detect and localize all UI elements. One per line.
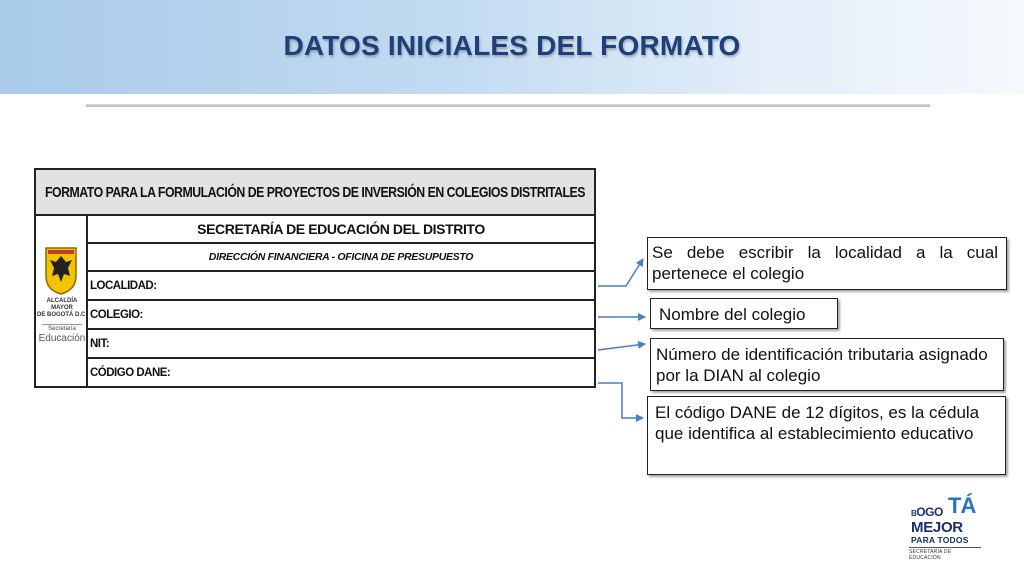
- secretaria-row: SECRETARÍA DE EDUCACIÓN DEL DISTRITO: [88, 216, 594, 244]
- logo-educacion-label: Educación: [38, 333, 86, 344]
- title-divider: [86, 104, 930, 107]
- note-dane: El código DANE de 12 dígitos, es la cédula que identifica al establecimiento educativo: [647, 396, 1006, 475]
- note-colegio: Nombre del colegio: [650, 298, 838, 329]
- brand-para-todos: PARA TODOS: [911, 535, 969, 545]
- direccion-row: DIRECCIÓN FINANCIERA - OFICINA DE PRESUPUESTO: [88, 244, 594, 272]
- arrow-localidad: [598, 259, 643, 286]
- colegio-field: COLEGIO:: [88, 301, 594, 330]
- brand-bogo: [911, 505, 943, 519]
- nit-field: NIT:: [88, 330, 594, 359]
- arrow-dane: [598, 383, 643, 418]
- brand-ta: TÁ: [948, 493, 976, 518]
- bogota-crest-icon: [44, 246, 78, 296]
- brand-bogo-rest: OGO: [916, 505, 943, 519]
- note-localidad: Se debe escribir la localidad a la cual pertenece el colegio: [647, 237, 1007, 290]
- brand-mejor: MEJOR: [911, 519, 963, 536]
- codigo-dane-field: CÓDIGO DANE:: [90, 366, 171, 379]
- alcaldia-line-1: ALCALDÍA MAYOR: [46, 298, 78, 311]
- note-nit: Número de identificación tributaria asignado por la DIAN al colegio: [650, 338, 1004, 391]
- alcaldia-line-2: DE BOGOTÁ D.C.: [36, 312, 87, 318]
- alcaldia-logo-cell: [36, 216, 88, 386]
- alcaldia-text: [36, 298, 88, 319]
- logo-separator: [42, 324, 82, 325]
- brand-bogo-small: B: [911, 509, 917, 518]
- brand-divider: [909, 547, 981, 548]
- arrow-nit: [598, 344, 645, 350]
- brand-secretaria: SECRETARÍA DE EDUCACIÓN: [909, 549, 952, 561]
- slide-title: DATOS INICIALES DEL FORMATO: [283, 30, 741, 61]
- logo-secretaria-label: Secretaría: [48, 326, 76, 332]
- form-heading: FORMATO PARA LA FORMULACIÓN DE PROYECTOS DE INVERSIÓN EN COLEGIOS DISTRITALES: [36, 170, 594, 216]
- localidad-field: LOCALIDAD:: [88, 272, 594, 301]
- bogota-mejor-logo: [905, 493, 983, 561]
- format-form-table: [34, 168, 596, 388]
